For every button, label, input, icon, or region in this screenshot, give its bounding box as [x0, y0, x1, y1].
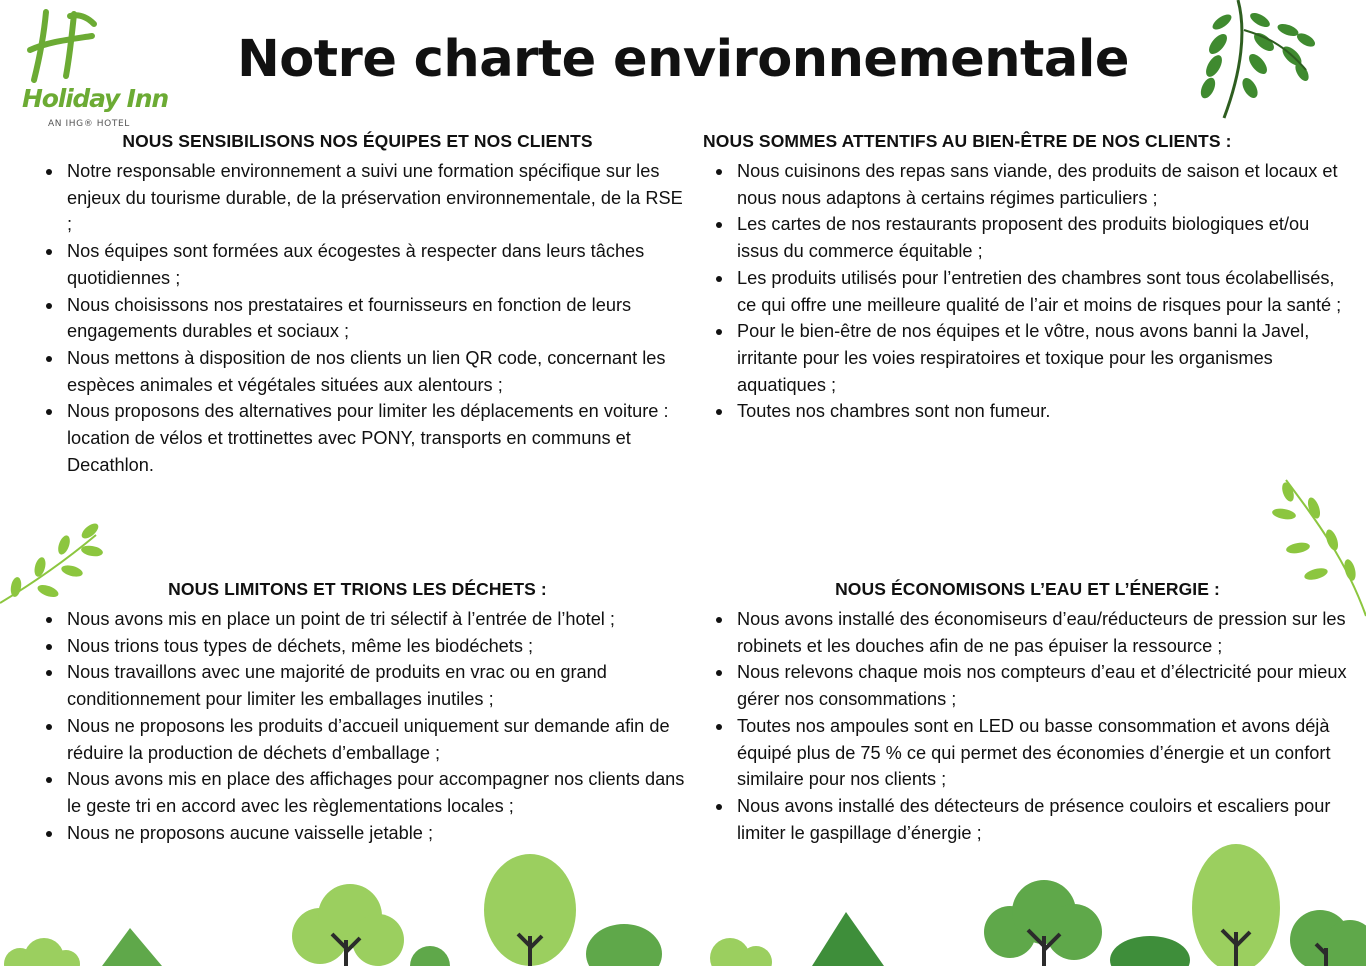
list-item: Nous proposons des alternatives pour limiter les déplacements en voiture : location de vélos et trottinettes avec PONY, transports en communs et Decathlon. — [67, 398, 685, 478]
list-item: Les cartes de nos restaurants proposent des produits biologiques et/ou issus du commerce équitable ; — [737, 211, 1355, 264]
bullet-list — [30, 158, 685, 478]
bullet-list — [700, 158, 1355, 425]
tree-icon — [1290, 910, 1366, 966]
list-item: Nous avons installé des détecteurs de présence couloirs et escaliers pour limiter le gaspillage d’énergie ; — [737, 793, 1355, 846]
tree-icon — [410, 946, 450, 966]
list-item: Nous avons mis en place un point de tri sélectif à l’entrée de l’hotel ; — [67, 606, 685, 633]
tree-icon — [4, 938, 80, 966]
tree-icon — [1192, 844, 1280, 966]
tree-icon — [710, 938, 772, 966]
list-item: Nous relevons chaque mois nos compteurs d’eau et d’électricité pour mieux gérer nos consommations ; — [737, 659, 1355, 712]
list-item: Nous ne proposons les produits d’accueil uniquement sur demande afin de réduire la production de déchets d’emballage ; — [67, 713, 685, 766]
trees-illustration — [0, 836, 1366, 966]
list-item: Nous cuisinons des repas sans viande, des produits de saison et locaux et nous nous adaptons à certains régimes particuliers ; — [737, 158, 1355, 211]
section-heading: NOUS SENSIBILISONS NOS ÉQUIPES ET NOS CLIENTS — [122, 131, 593, 151]
leaf-branch-icon — [1194, 0, 1334, 120]
bullet-list — [700, 606, 1355, 846]
tree-icon — [1110, 936, 1190, 966]
list-item: Les produits utilisés pour l’entretien des chambres sont tous écolabellisés, ce qui offre une meilleure qualité de l’air et moins de risques pour la santé ; — [737, 265, 1355, 318]
list-item: Notre responsable environnement a suivi une formation spécifique sur les enjeux du tourisme durable, de la préservation environnementale, de la RSE ; — [67, 158, 685, 238]
list-item: Nous ne proposons aucune vaisselle jetable ; — [67, 820, 685, 847]
section-bien-etre — [700, 128, 1355, 425]
list-item: Nous travaillons avec une majorité de produits en vrac ou en grand conditionnement pour limiter les emballages inutiles ; — [67, 659, 685, 712]
logo-subtitle: AN IHG® HOTEL — [48, 119, 130, 129]
tree-icon — [586, 924, 662, 966]
section-eau-energie — [700, 576, 1355, 846]
list-item: Nous avons installé des économiseurs d’eau/réducteurs de pression sur les robinets et les douches afin de ne pas épuiser la ressource ; — [737, 606, 1355, 659]
tree-icon — [102, 928, 162, 966]
list-item: Nous mettons à disposition de nos clients un lien QR code, concernant les espèces animales et végétales situées aux alentours ; — [67, 345, 685, 398]
logo-wordmark: Holiday Inn — [22, 84, 168, 113]
list-item: Nous trions tous types de déchets, même les biodéchets ; — [67, 633, 685, 660]
section-sensibilisation — [30, 128, 685, 478]
list-item: Nos équipes sont formées aux écogestes à respecter dans leurs tâches quotidiennes ; — [67, 238, 685, 291]
tree-icon — [984, 880, 1102, 966]
list-item: Nous choisissons nos prestataires et fournisseurs en fonction de leurs engagements durables et sociaux ; — [67, 292, 685, 345]
list-item: Toutes nos chambres sont non fumeur. — [737, 398, 1355, 425]
tree-icon — [484, 854, 576, 966]
list-item: Nous avons mis en place des affichages pour accompagner nos clients dans le geste tri en accord avec les règlementations locales ; — [67, 766, 685, 819]
list-item: Pour le bien-être de nos équipes et le vôtre, nous avons banni la Javel, irritante pour les voies respiratoires et toxique pour les organismes aquatiques ; — [737, 318, 1355, 398]
tree-icon — [292, 884, 404, 966]
bullet-list — [30, 606, 685, 846]
section-heading: NOUS ÉCONOMISONS L’EAU ET L’ÉNERGIE : — [835, 579, 1220, 599]
section-heading: NOUS SOMMES ATTENTIFS AU BIEN-ÊTRE DE NOS CLIENTS : — [703, 131, 1232, 151]
page-title: Notre charte environnementale — [237, 30, 1129, 89]
section-heading: NOUS LIMITONS ET TRIONS LES DÉCHETS : — [168, 579, 547, 599]
list-item: Toutes nos ampoules sont en LED ou basse consommation et avons déjà équipé plus de 75 % ce qui permet des économies d’énergie et un confort similaire pour nos clients ; — [737, 713, 1355, 793]
section-dechets — [30, 576, 685, 846]
tree-icon — [812, 912, 884, 966]
